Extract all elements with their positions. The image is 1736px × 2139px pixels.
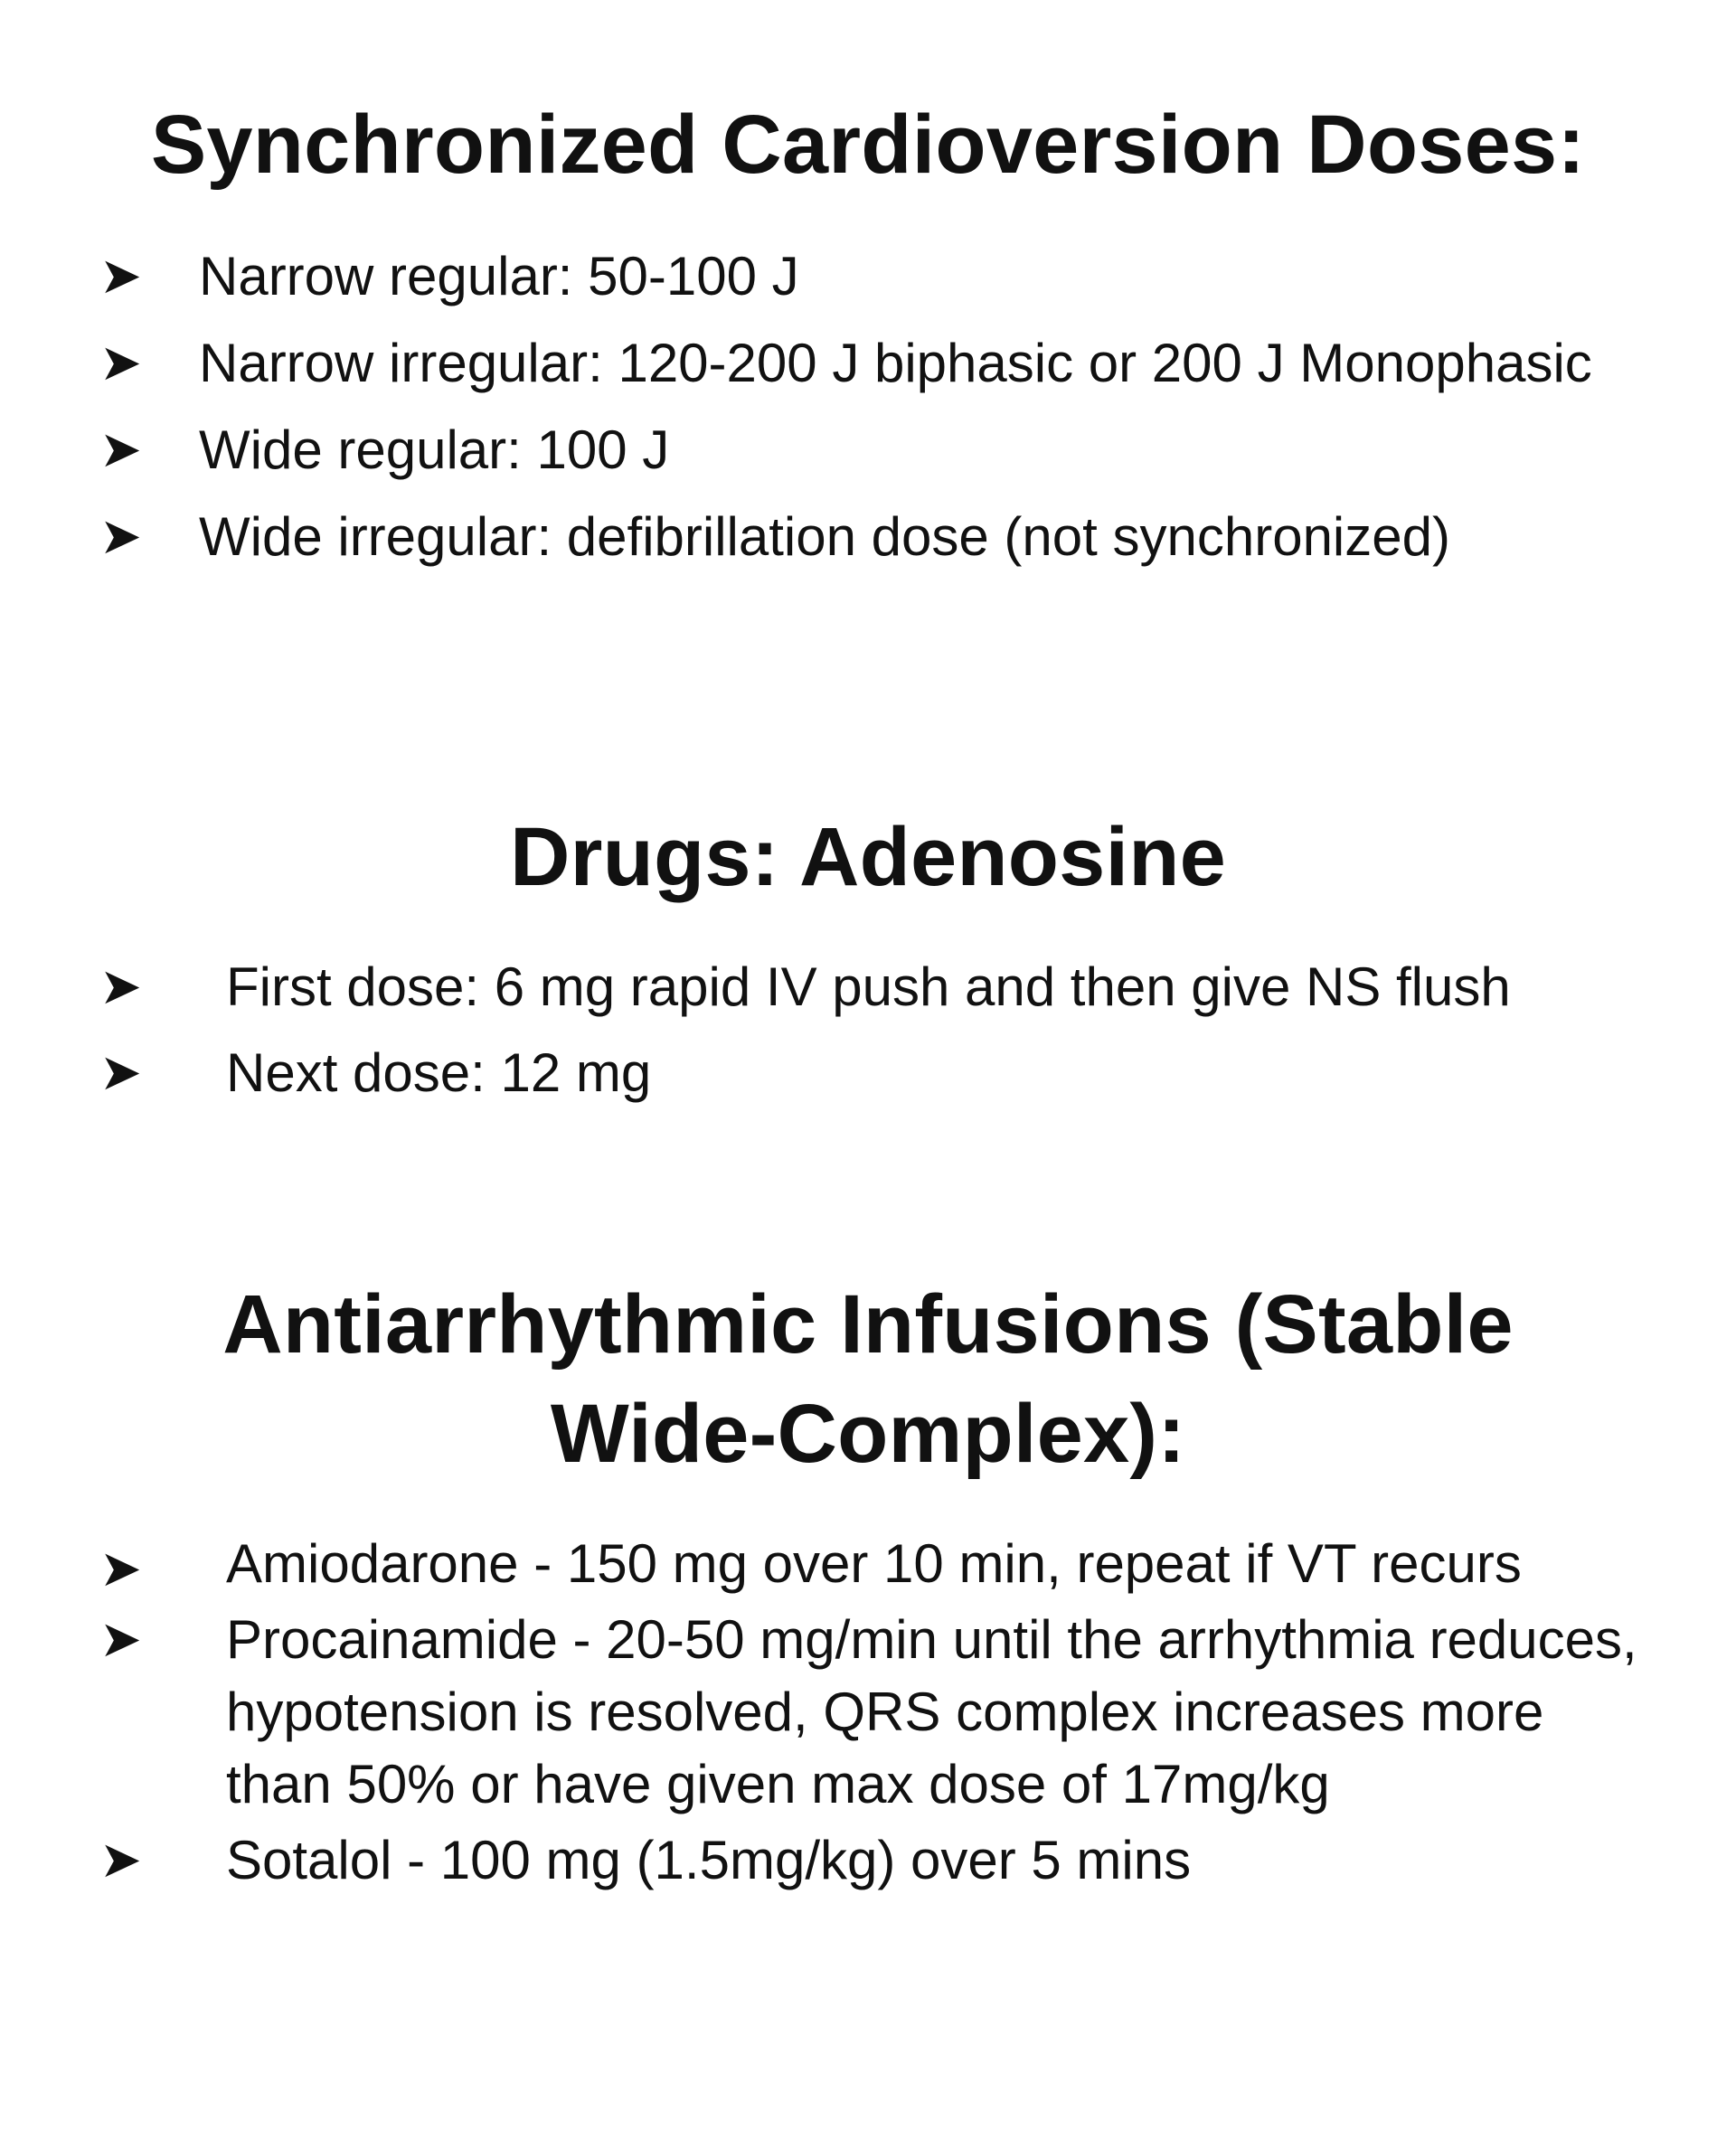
list-item-text: Wide irregular: defibrillation dose (not synchronized) xyxy=(199,506,1450,567)
list-item-text: First dose: 6 mg rapid IV push and then give NS flush xyxy=(226,956,1511,1017)
list-item xyxy=(99,951,1655,1023)
list-item-text: Sotalol - 100 mg (1.5mg/kg) over 5 mins xyxy=(226,1830,1192,1890)
list-item-text: Narrow regular: 50-100 J xyxy=(199,246,799,306)
arrowhead-bullet-icon: ➤ xyxy=(99,1043,142,1102)
arrowhead-bullet-icon: ➤ xyxy=(99,247,142,306)
list-item xyxy=(99,1824,1655,1897)
arrowhead-bullet-icon: ➤ xyxy=(99,1610,142,1669)
arrowhead-bullet-icon: ➤ xyxy=(99,334,142,392)
list-item-text: Amiodarone - 150 mg over 10 min, repeat if VT recurs xyxy=(226,1533,1522,1594)
adenosine-dose-list xyxy=(99,951,1655,1123)
list-item xyxy=(99,1528,1655,1600)
arrowhead-bullet-icon: ➤ xyxy=(99,1540,142,1598)
section-title-cardioversion: Synchronized Cardioversion Doses: xyxy=(150,99,1586,191)
list-item xyxy=(99,1037,1655,1109)
section-title-antiarrhythmic: Antiarrhythmic Infusions (Stable Wide-Complex): xyxy=(222,1278,1514,1480)
arrowhead-bullet-icon: ➤ xyxy=(99,1831,142,1889)
list-item-text: Procainamide - 20-50 mg/min until the arrhythmia reduces, hypotension is resolved, QRS complex increases more than 50% or have given max dose of 17mg/kg xyxy=(226,1609,1637,1814)
list-item xyxy=(99,1604,1655,1821)
arrowhead-bullet-icon: ➤ xyxy=(99,420,142,479)
arrowhead-bullet-icon: ➤ xyxy=(99,507,142,566)
list-item xyxy=(99,240,1655,313)
list-item xyxy=(99,327,1655,400)
antiarrhythmic-infusion-list xyxy=(99,1528,1655,1900)
list-item xyxy=(99,501,1655,573)
section-title-adenosine: Drugs: Adenosine xyxy=(509,811,1227,903)
list-item-text: Next dose: 12 mg xyxy=(226,1042,652,1103)
arrowhead-bullet-icon: ➤ xyxy=(99,957,142,1016)
cardioversion-dose-list xyxy=(99,240,1655,588)
list-item-text: Wide regular: 100 J xyxy=(199,419,670,480)
list-item-text: Narrow irregular: 120-200 J biphasic or 200 J Monophasic xyxy=(199,333,1592,393)
list-item xyxy=(99,414,1655,486)
